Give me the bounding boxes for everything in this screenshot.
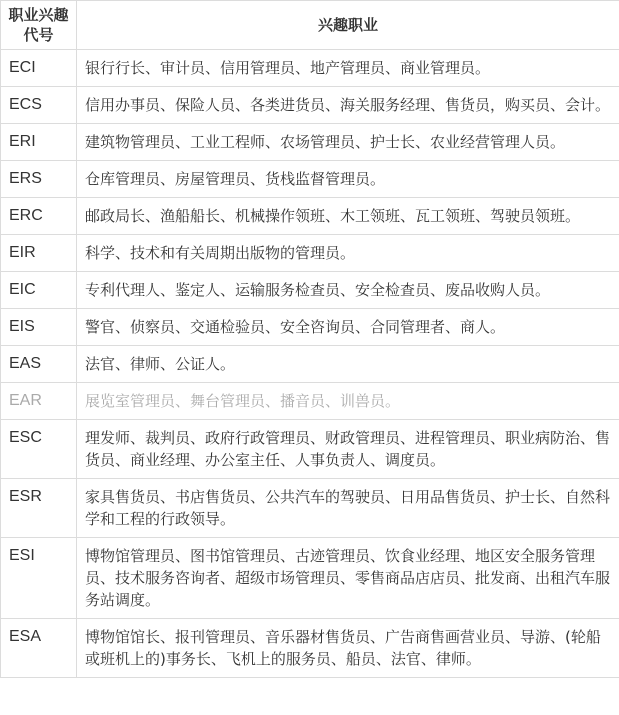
table-row [1,161,619,198]
occupations-cell: 邮政局长、渔船船长、机械操作领班、木工领班、瓦工领班、驾驶员领班。 [77,198,619,235]
table-row [1,619,619,678]
occupations-cell: 建筑物管理员、工业工程师、农场管理员、护士长、农业经营管理人员。 [77,124,619,161]
interest-code-cell: ERS [1,161,77,198]
table-row [1,198,619,235]
table-header-row [1,1,619,50]
interest-code-cell: ESI [1,538,77,619]
table-row [1,124,619,161]
table-row [1,272,619,309]
occupations-cell: 专利代理人、鉴定人、运输服务检查员、安全检查员、废品收购人员。 [77,272,619,309]
interest-code-cell: ECS [1,87,77,124]
code-column-header: 职业兴趣代号 [1,1,77,50]
occupations-cell: 信用办事员、保险人员、各类进货员、海关服务经理、售货员，购买员、会计。 [77,87,619,124]
interest-code-cell: EIC [1,272,77,309]
table-row [1,479,619,538]
table-row [1,87,619,124]
occupation-column-header: 兴趣职业 [77,1,619,50]
table-row [1,383,619,420]
interest-code-cell: ERI [1,124,77,161]
interest-code-cell: ERC [1,198,77,235]
interest-code-cell: ESC [1,420,77,479]
table-row [1,50,619,87]
occupations-cell: 警官、侦察员、交通检验员、安全咨询员、合同管理者、商人。 [77,309,619,346]
interest-code-cell: ESR [1,479,77,538]
occupations-cell: 博物馆管理员、图书馆管理员、古迹管理员、饮食业经理、地区安全服务管理员、技术服务咨询者、超级市场管理员、零售商品店店员、批发商、出租汽车服务站调度。 [77,538,619,619]
interest-code-cell: ECI [1,50,77,87]
occupations-cell: 理发师、裁判员、政府行政管理员、财政管理员、进程管理员、职业病防治、售货员、商业经理、办公室主任、人事负责人、调度员。 [77,420,619,479]
occupations-cell: 家具售货员、书店售货员、公共汽车的驾驶员、日用品售货员、护士长、自然科学和工程的行政领导。 [77,479,619,538]
occupations-cell: 博物馆馆长、报刊管理员、音乐器材售货员、广告商售画营业员、导游、(轮船或班机上的)事务长、飞机上的服务员、船员、法官、律师。 [77,619,619,678]
table-row [1,538,619,619]
occupations-cell: 科学、技术和有关周期出版物的管理员。 [77,235,619,272]
interest-code-cell: EAS [1,346,77,383]
table-row [1,309,619,346]
occupations-cell: 法官、律师、公证人。 [77,346,619,383]
table-row [1,235,619,272]
occupations-cell: 仓库管理员、房屋管理员、货栈监督管理员。 [77,161,619,198]
occupations-cell: 银行行长、审计员、信用管理员、地产管理员、商业管理员。 [77,50,619,87]
interest-code-cell: EIR [1,235,77,272]
table-row [1,420,619,479]
interest-code-cell: ESA [1,619,77,678]
interest-code-cell: EIS [1,309,77,346]
occupations-cell: 展览室管理员、舞台管理员、播音员、训兽员。 [77,383,619,420]
table-row [1,346,619,383]
interest-code-cell: EAR [1,383,77,420]
